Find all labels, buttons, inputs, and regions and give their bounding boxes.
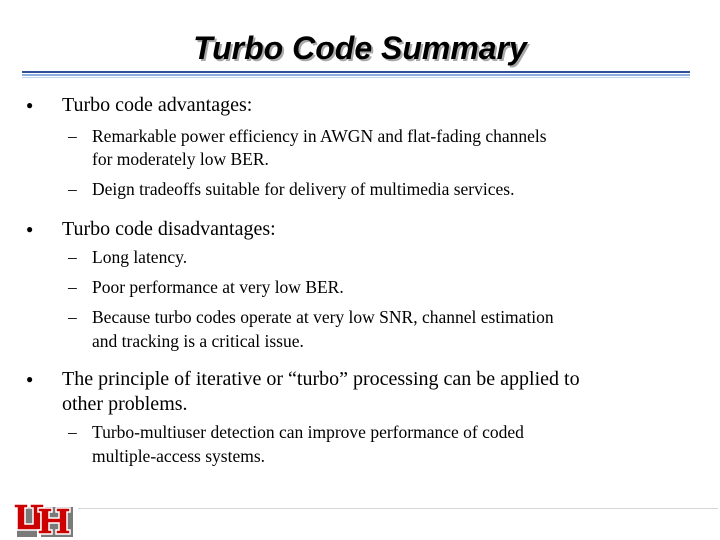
title-rule-light: [22, 77, 690, 78]
dash-marker: –: [68, 307, 77, 327]
footer-rule: [78, 508, 718, 509]
section-heading: other problems.: [62, 393, 188, 415]
list-item-line: for moderately low BER.: [92, 149, 269, 169]
section-heading: Turbo code advantages:: [62, 94, 253, 116]
list-item-line: multiple-access systems.: [92, 446, 266, 466]
bullet-marker: ●: [26, 372, 34, 386]
dash-marker: –: [68, 277, 77, 297]
dash-marker: –: [68, 247, 77, 267]
list-item-line: Because turbo codes operate at very low SNR, channel estimation: [92, 307, 554, 327]
list-item-line: Deign tradeoffs suitable for delivery of multimedia services.: [92, 179, 515, 199]
dash-marker: –: [68, 422, 77, 442]
list-item-line: Poor performance at very low BER.: [92, 277, 344, 297]
list-item-line: and tracking is a critical issue.: [92, 331, 304, 351]
section-heading: Turbo code disadvantages:: [62, 218, 276, 240]
slide-title: Turbo Code Summary: [193, 30, 527, 66]
dash-marker: –: [68, 126, 77, 146]
list-item-line: Remarkable power efficiency in AWGN and flat-fading channels: [92, 126, 547, 146]
title-rule-dark: [22, 71, 690, 73]
list-item-line: Turbo-multiuser detection can improve performance of coded: [92, 422, 524, 442]
title-rule-mid: [22, 74, 690, 76]
bullet-marker: ●: [26, 222, 34, 236]
bullet-marker: ●: [26, 98, 34, 112]
list-item-line: Long latency.: [92, 247, 188, 267]
dash-marker: –: [68, 179, 77, 199]
uh-logo: [12, 500, 74, 540]
section-heading: The principle of iterative or “turbo” processing can be applied to: [62, 368, 580, 390]
